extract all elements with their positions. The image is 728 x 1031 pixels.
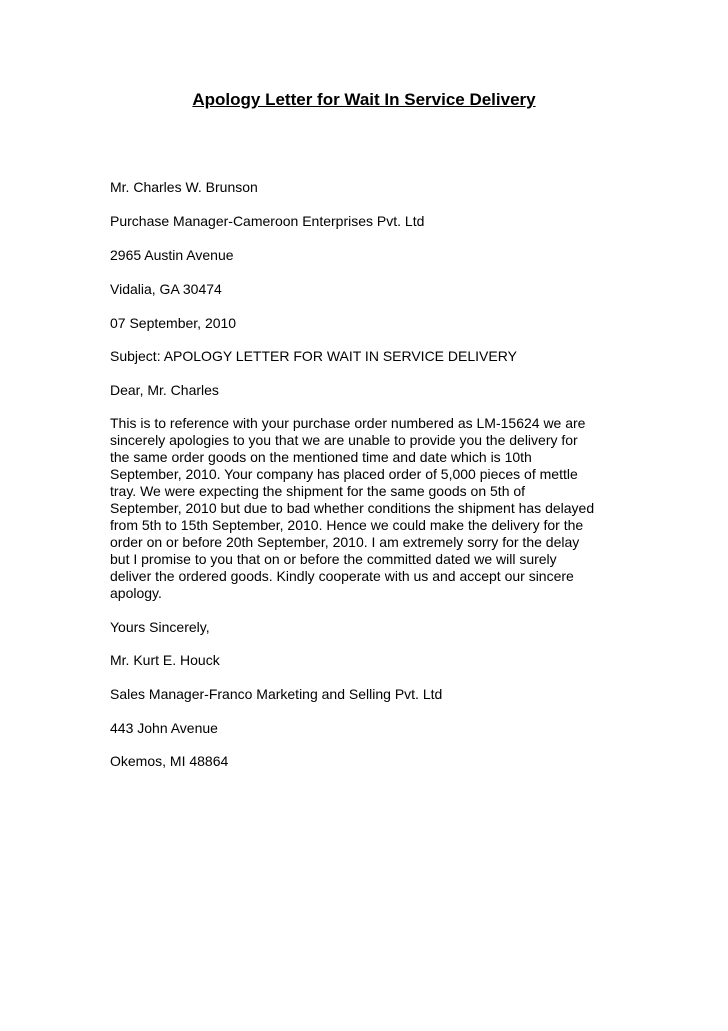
body-line: order on or before 20th September, 2010. I am extremely sorry for the delay [110, 534, 580, 550]
letter-body [110, 415, 630, 602]
body-line: tray. We were expecting the shipment for the same goods on 5th of [110, 483, 526, 499]
sender-position: Sales Manager-Franco Marketing and Selling Pvt. Ltd [110, 686, 443, 702]
recipient-city: Vidalia, GA 30474 [110, 281, 222, 297]
letter-title: Apology Letter for Wait In Service Delivery [192, 90, 536, 109]
recipient-position: Purchase Manager-Cameroon Enterprises Pvt. Ltd [110, 213, 425, 229]
letter-date: 07 September, 2010 [110, 315, 237, 331]
body-line: September, 2010. Your company has placed order of 5,000 pieces of mettle [110, 466, 578, 482]
sender-city: Okemos, MI 48864 [110, 753, 229, 769]
recipient-name: Mr. Charles W. Brunson [110, 179, 258, 195]
letter-salutation: Dear, Mr. Charles [110, 382, 219, 398]
body-line: apology. [110, 585, 162, 601]
sender-street: 443 John Avenue [110, 720, 218, 736]
body-line: deliver the ordered goods. Kindly cooperate with us and accept our sincere [110, 568, 574, 584]
letter-subject: Subject: APOLOGY LETTER FOR WAIT IN SERVICE DELIVERY [110, 348, 517, 364]
letter-closing: Yours Sincerely, [110, 619, 210, 635]
sender-name: Mr. Kurt E. Houck [110, 652, 220, 668]
body-line: sincerely apologies to you that we are unable to provide you the delivery for [110, 432, 578, 448]
body-line: September, 2010 but due to bad whether conditions the shipment has delayed [110, 500, 595, 516]
body-line: the same order goods on the mentioned time and date which is 10th [110, 449, 532, 465]
body-line: This is to reference with your purchase order numbered as LM-15624 we are [110, 415, 586, 431]
recipient-street: 2965 Austin Avenue [110, 247, 234, 263]
body-line: from 5th to 15th September, 2010. Hence we could make the delivery for the [110, 517, 584, 533]
body-line: but I promise to you that on or before the committed dated we will surely [110, 551, 557, 567]
